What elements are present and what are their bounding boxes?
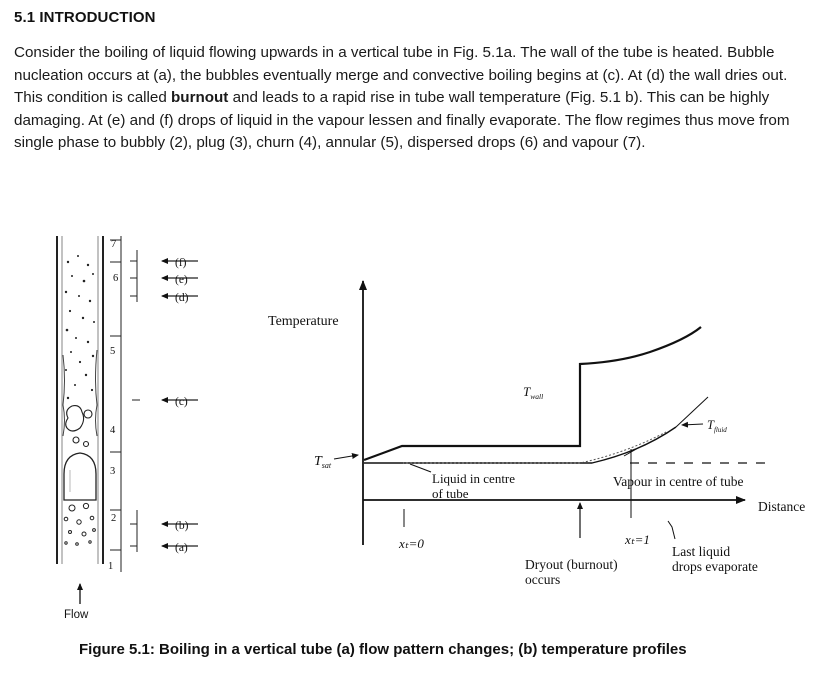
t-wall-label: $T_{wall}$ <box>523 384 544 401</box>
paragraph-text-1: Consider the boiling of liquid flowing upwards in a vertical tube in Fig. 5.1a. The wall of the tube is heated. Bubble nucleation occurs at (a), the bubbles eventually merge and convective boiling begins at (c). At (d) the wall dries out. This condition is called <box>14 44 788 106</box>
section-heading: 5.1 INTRODUCTION <box>14 9 156 26</box>
marker-a: (a) <box>175 542 188 554</box>
last-drops-arrow <box>668 521 675 539</box>
marker-d: (d) <box>175 292 189 304</box>
regime-2: 2 <box>111 513 117 524</box>
annular-film-right <box>96 350 98 436</box>
regime-1: 1 <box>108 561 114 572</box>
regime-7: 7 <box>111 239 117 250</box>
x-axis-label: Distance <box>758 499 806 514</box>
regime-4: 4 <box>110 425 116 436</box>
regime-6: 6 <box>113 273 119 284</box>
xt1-label: xₜ=1 <box>625 532 650 547</box>
burnout-term: burnout <box>171 89 229 106</box>
churn-bubbles <box>66 406 92 447</box>
figure-b-plot <box>268 281 805 587</box>
t-fluid-line <box>676 397 708 427</box>
annular-film-left <box>63 355 65 436</box>
regime-5: 5 <box>110 346 116 357</box>
dryout-label-2: occurs <box>525 572 561 587</box>
t-fluid-dotted <box>402 432 666 463</box>
bubbles <box>64 503 95 545</box>
plug-bubble <box>64 453 96 500</box>
regime-3: 3 <box>110 466 116 477</box>
y-axis-label: Temperature <box>268 314 339 329</box>
flow-label: Flow <box>64 609 89 621</box>
last-liquid-label-2: drops evaporate <box>672 559 758 574</box>
dryout-label: Dryout (burnout) <box>525 557 618 572</box>
marker-c: (c) <box>175 396 188 408</box>
liquid-centre-label-2: of tube <box>432 486 469 501</box>
figure-caption: Figure 5.1: Boiling in a vertical tube (a) flow pattern changes; (b) temperature profiles <box>79 641 687 658</box>
t-sat-label: $T_{sat}$ <box>314 454 332 470</box>
marker-b: (b) <box>175 520 189 532</box>
t-fluid-label: $T_{fluid}$ <box>707 418 727 434</box>
marker-f: (f) <box>175 257 187 269</box>
xt0-label: xₜ=0 <box>399 536 424 551</box>
dispersed-drops <box>65 255 95 399</box>
vapour-centre-label: Vapour in centre of tube <box>613 474 744 489</box>
marker-e: (e) <box>175 274 188 286</box>
figure-a-tube <box>57 236 198 621</box>
last-liquid-label: Last liquid <box>672 544 731 559</box>
liquid-centre-label: Liquid in centre <box>432 471 516 486</box>
paragraph-text-2: and leads to a rapid rise in tube wall temperature (Fig. 5.1 b). This can be highly damaging. At (e) and (f) drops of liquid in the vapour lessen and finally evaporate. The flow regimes thus move from single phase to bubbly (2), plug (3), churn (4), annular (5), dispersed drops (6) and vapour (7). <box>14 89 790 151</box>
